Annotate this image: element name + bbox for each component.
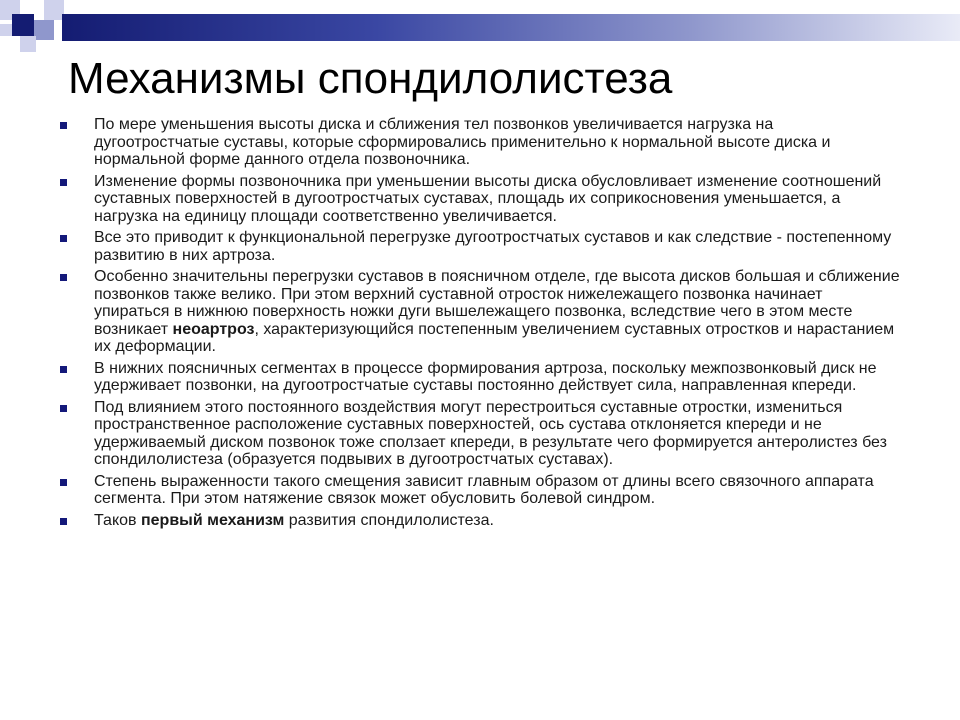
text-segment: Таков bbox=[94, 511, 141, 529]
list-item-text: Степень выраженности такого смещения зависит главным образом от длины всего связочного аппарата сегмента. При этом натяжение связок может обусловить болевой синдром. bbox=[94, 472, 874, 507]
square-bullet-icon bbox=[60, 366, 67, 373]
decor-square bbox=[12, 14, 34, 36]
bold-term: неоартроз bbox=[172, 320, 255, 338]
list-item bbox=[52, 512, 902, 530]
list-item-text bbox=[94, 512, 902, 530]
list-item bbox=[52, 399, 902, 469]
list-item bbox=[52, 229, 902, 264]
decor-square bbox=[44, 0, 64, 20]
list-item-text: Все это приводит к функциональной перегрузке дугоотростчатых суставов и как следствие - постепенному развитию в них артроза. bbox=[94, 229, 892, 264]
bold-term: первый механизм bbox=[140, 511, 285, 529]
list-item bbox=[52, 473, 902, 508]
header-gradient-bar bbox=[62, 14, 960, 41]
square-bullet-icon bbox=[60, 405, 67, 412]
decor-square bbox=[20, 36, 36, 52]
list-item-text: В нижних поясничных сегментах в процессе формирования артроза, поскольку межпозвонковый диск не удерживает позвонки, на дугоотростчатые суставы постоянно действует сила, направленная кпереди. bbox=[94, 359, 877, 394]
text-segment: Особенно значительны перегрузки суставов в поясничном отделе, где высота дисков большая и сближение позвонков также велико. При этом верхний суставной отросток нижележащего позвонка начинает упираться в нижнюю поверхность ножки дуги вышележащего позвонка, вследствие чего в этом месте возникает bbox=[94, 268, 900, 338]
list-item-text: Под влиянием этого постоянного воздействия могут перестроиться суставные отростки, измениться пространственное расположение суставных поверхностей, ось сустава отклоняется кпереди и не удерживаемый диском позвонок тоже сползает кпереди, в результате чего формируется антеролистез без спондилолистеза (образуется подвывих в дугоотростчатых суставах). bbox=[94, 398, 887, 468]
list-item-text: По мере уменьшения высоты диска и сближения тел позвонков увеличивается нагрузка на дугоотростчатые суставы, которые сформировались применительно к нормальной высоте диска и нормальной форме данного отдела позвоночника. bbox=[94, 116, 831, 168]
text-segment: развития спондилолистеза. bbox=[284, 511, 494, 529]
list-item bbox=[52, 116, 902, 169]
slide-title: Механизмы спондилолистеза bbox=[68, 54, 673, 103]
list-item-text bbox=[94, 268, 902, 356]
decor-square bbox=[34, 20, 54, 40]
square-bullet-icon bbox=[60, 179, 67, 186]
square-bullet-icon bbox=[60, 122, 67, 129]
list-item-text: Изменение формы позвоночника при уменьшении высоты диска обусловливает изменение соотношений суставных поверхностей в дугоотростчатых суставах, площадь их соприкосновения уменьшается, а нагрузка на единицу площади соответственно увеличивается. bbox=[94, 172, 882, 225]
list-item bbox=[52, 360, 902, 395]
square-bullet-icon bbox=[60, 274, 67, 281]
decor-square bbox=[0, 24, 12, 36]
list-item bbox=[52, 173, 902, 226]
square-bullet-icon bbox=[60, 518, 67, 525]
text-segment: , характеризующийся постепенным увеличением суставных отростков и нарастанием их деформации. bbox=[94, 320, 895, 355]
square-bullet-icon bbox=[60, 479, 67, 486]
list-item bbox=[52, 268, 902, 356]
bullet-list bbox=[52, 116, 902, 533]
square-bullet-icon bbox=[60, 235, 67, 242]
